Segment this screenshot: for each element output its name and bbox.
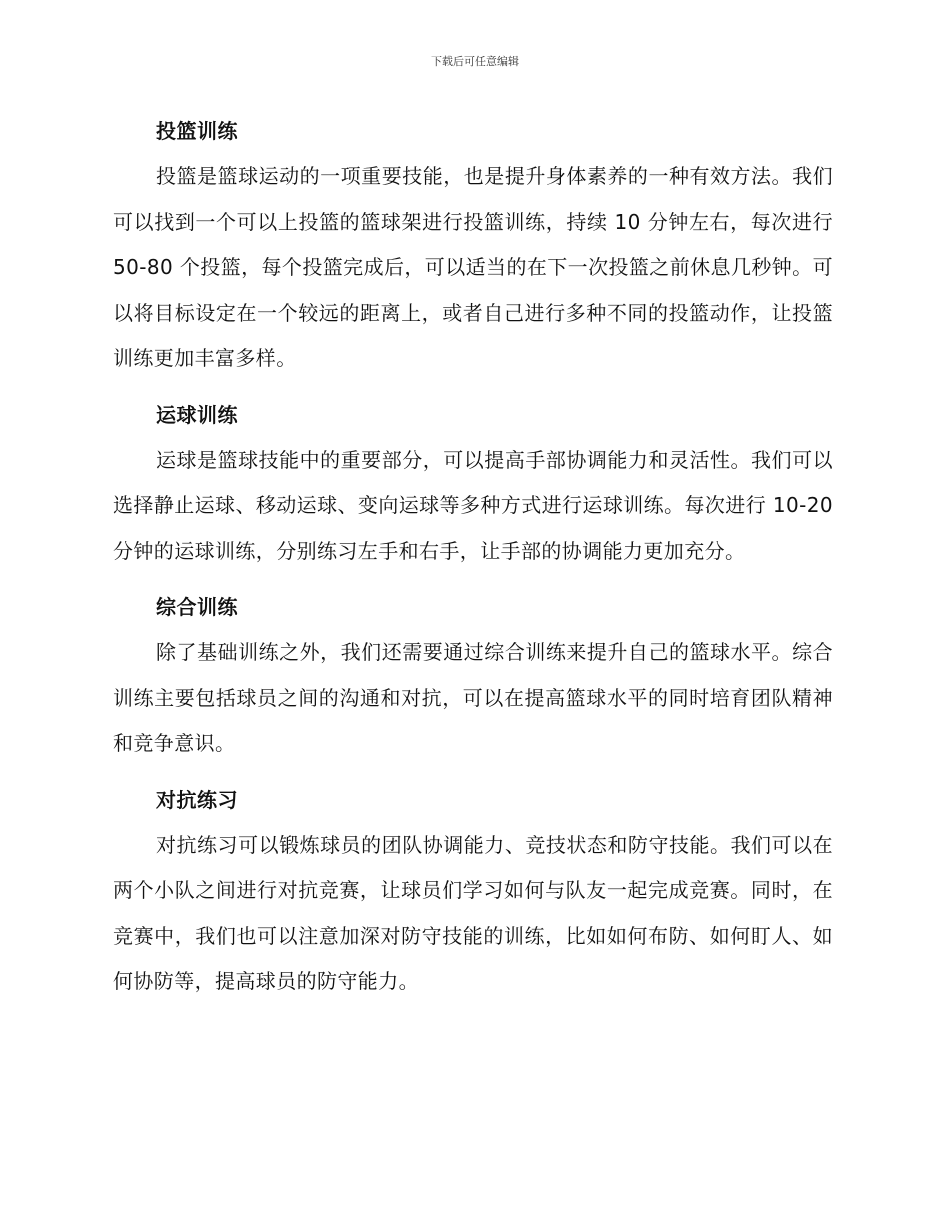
section-paragraph: 除了基础训练之外，我们还需要通过综合训练来提升自己的篮球水平。综合训练主要包括球员之间的沟通和对抗，可以在提高篮球水平的同时培育团队精神和竞争意识。 (113, 640, 833, 755)
section-shooting (113, 108, 833, 382)
section-heading: 对抗练习 (156, 787, 238, 812)
section-paragraph: 投篮是篮球运动的一项重要技能，也是提升身体素养的一种有效方法。我们可以找到一个可以上投篮的篮球架进行投篮训练，持续 10 分钟左右，每次进行 50-80 个投篮，每个投篮完成后，可以适当的在下一次投篮之前休息几秒钟。可以将目标设定在一个较远的距离上，或者自己进行多种不同的投篮动作，让投篮训练更加丰富多样。 (113, 164, 833, 370)
section-heading: 运球训练 (156, 402, 238, 427)
section-paragraph: 运球是篮球技能中的重要部分，可以提高手部协调能力和灵活性。我们可以选择静止运球、移动运球、变向运球等多种方式进行运球训练。每次进行 10-20 分钟的运球训练，分别练习左手和右手，让手部的协调能力更加充分。 (113, 447, 833, 563)
section-dribbling (113, 392, 833, 575)
section-confrontation (113, 777, 833, 1005)
section-paragraph: 对抗练习可以锻炼球员的团队协调能力、竞技状态和防守技能。我们可以在两个小队之间进行对抗竞赛，让球员们学习如何与队友一起完成竞赛。同时，在竞赛中，我们也可以注意加深对防守技能的训练，比如如何布防、如何盯人、如何协防等，提高球员的防守能力。 (113, 832, 833, 993)
page-header: 下载后可任意编辑 (431, 55, 519, 68)
section-heading: 综合训练 (156, 595, 238, 619)
document-body (113, 108, 833, 1015)
section-heading: 投篮训练 (156, 119, 238, 143)
section-comprehensive (113, 584, 833, 767)
